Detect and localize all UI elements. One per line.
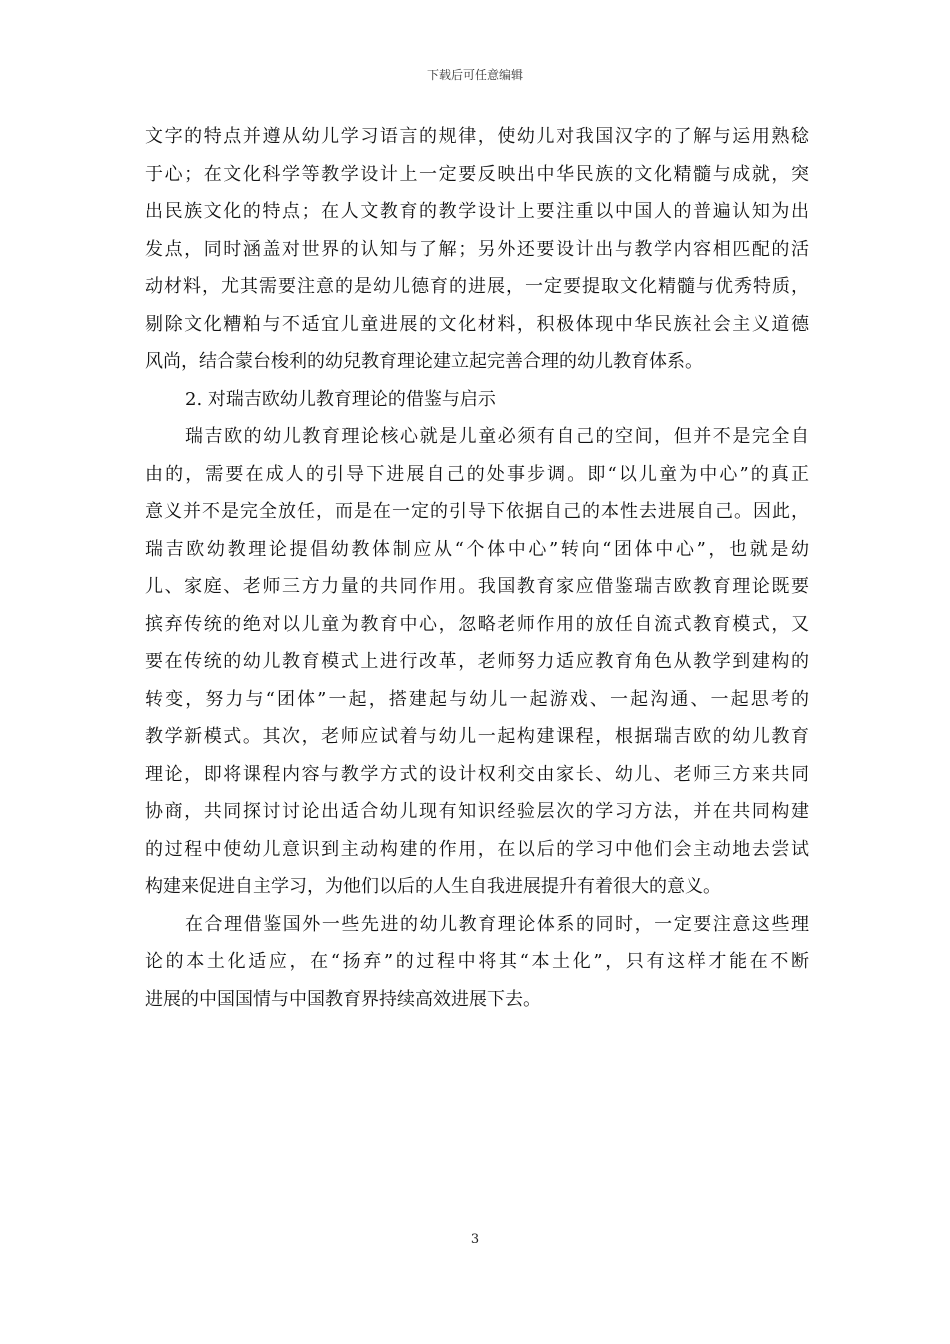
text-line: 意义并不是完全放任，而是在一定的引导下依据自己的本性去进展自己。因此， xyxy=(145,501,809,522)
paragraph xyxy=(145,418,809,906)
document-body xyxy=(145,118,809,1018)
text-line: 摈弃传统的绝对以儿童为教育中心，忽略老师作用的放任自流式教育模式，又 xyxy=(145,613,809,635)
text-line: 论的本土化适应，在“扬弃”的过程中将其“本土化”，只有这样才能在不断 xyxy=(145,951,809,972)
text-line: 文字的特点并遵从幼儿学习语言的规律，使幼儿对我国汉字的了解与运用熟稔 xyxy=(145,126,809,147)
text-line: 风尚，结合蒙台梭利的幼兒教育理论建立起完善合理的幼儿教育体系。 xyxy=(145,351,703,372)
text-line: 剔除文化糟粕与不适宜儿童进展的文化材料，积极体现中华民族社会主义道德 xyxy=(145,313,809,335)
paragraph xyxy=(145,118,809,381)
text-line: 构建来促进自主学习，为他们以后的人生自我进展提升有着很大的意义。 xyxy=(145,876,721,897)
text-line: 2. 对瑞吉欧幼儿教育理论的借鉴与启示 xyxy=(185,388,496,410)
text-line: 的过程中使幼儿意识到主动构建的作用，在以后的学习中他们会主动地去尝试 xyxy=(145,838,809,860)
text-line: 进展的中国国情与中国教育界持续高效进展下去。 xyxy=(145,988,541,1010)
text-line: 要在传统的幼儿教育模式上进行改革，老师努力适应教育角色从教学到建构的 xyxy=(145,651,809,672)
text-line: 理论，即将课程内容与教学方式的设计权利交由家长、幼儿、老师三方来共同 xyxy=(145,763,809,785)
text-line: 出民族文化的特点；在人文教育的教学设计上要注重以中国人的普遍认知为出 xyxy=(145,201,809,222)
page-header: 下载后可任意编辑 xyxy=(426,68,523,82)
text-line: 瑞吉欧的幼儿教育理论核心就是儿童必须有自己的空间，但并不是完全自 xyxy=(185,426,809,447)
text-line: 在合理借鉴国外一些先进的幼儿教育理论体系的同时，一定要注意这些理 xyxy=(185,913,809,935)
page-number: 3 xyxy=(470,1232,480,1247)
text-line: 由的，需要在成人的引导下进展自己的处事步调。即“以儿童为中心”的真正 xyxy=(145,463,809,485)
text-line: 转变，努力与“团体”一起，搭建起与幼儿一起游戏、一起沟通、一起思考的 xyxy=(145,688,809,710)
text-line: 于心；在文化科学等教学设计上一定要反映出中华民族的文化精髓与成就，突 xyxy=(145,163,809,185)
text-line: 教学新模式。其次，老师应试着与幼儿一起构建课程，根据瑞吉欧的幼儿教育 xyxy=(145,726,809,747)
section-heading xyxy=(145,381,809,419)
text-line: 发点，同时涵盖对世界的认知与了解；另外还要设计出与教学内容相匹配的活 xyxy=(145,238,809,260)
paragraph xyxy=(145,906,809,1019)
text-line: 儿、家庭、老师三方力量的共同作用。我国教育家应借鉴瑞吉欧教育理论既要 xyxy=(145,576,809,597)
text-line: 协商，共同探讨讨论出适合幼儿现有知识经验层次的学习方法，并在共同构建 xyxy=(145,801,809,822)
text-line: 瑞吉欧幼教理论提倡幼教体制应从“个体中心”转向“团体中心”，也就是幼 xyxy=(145,538,809,560)
text-line: 动材料，尤其需要注意的是幼儿德育的进展，一定要提取文化精髓与优秀特质， xyxy=(145,276,809,297)
